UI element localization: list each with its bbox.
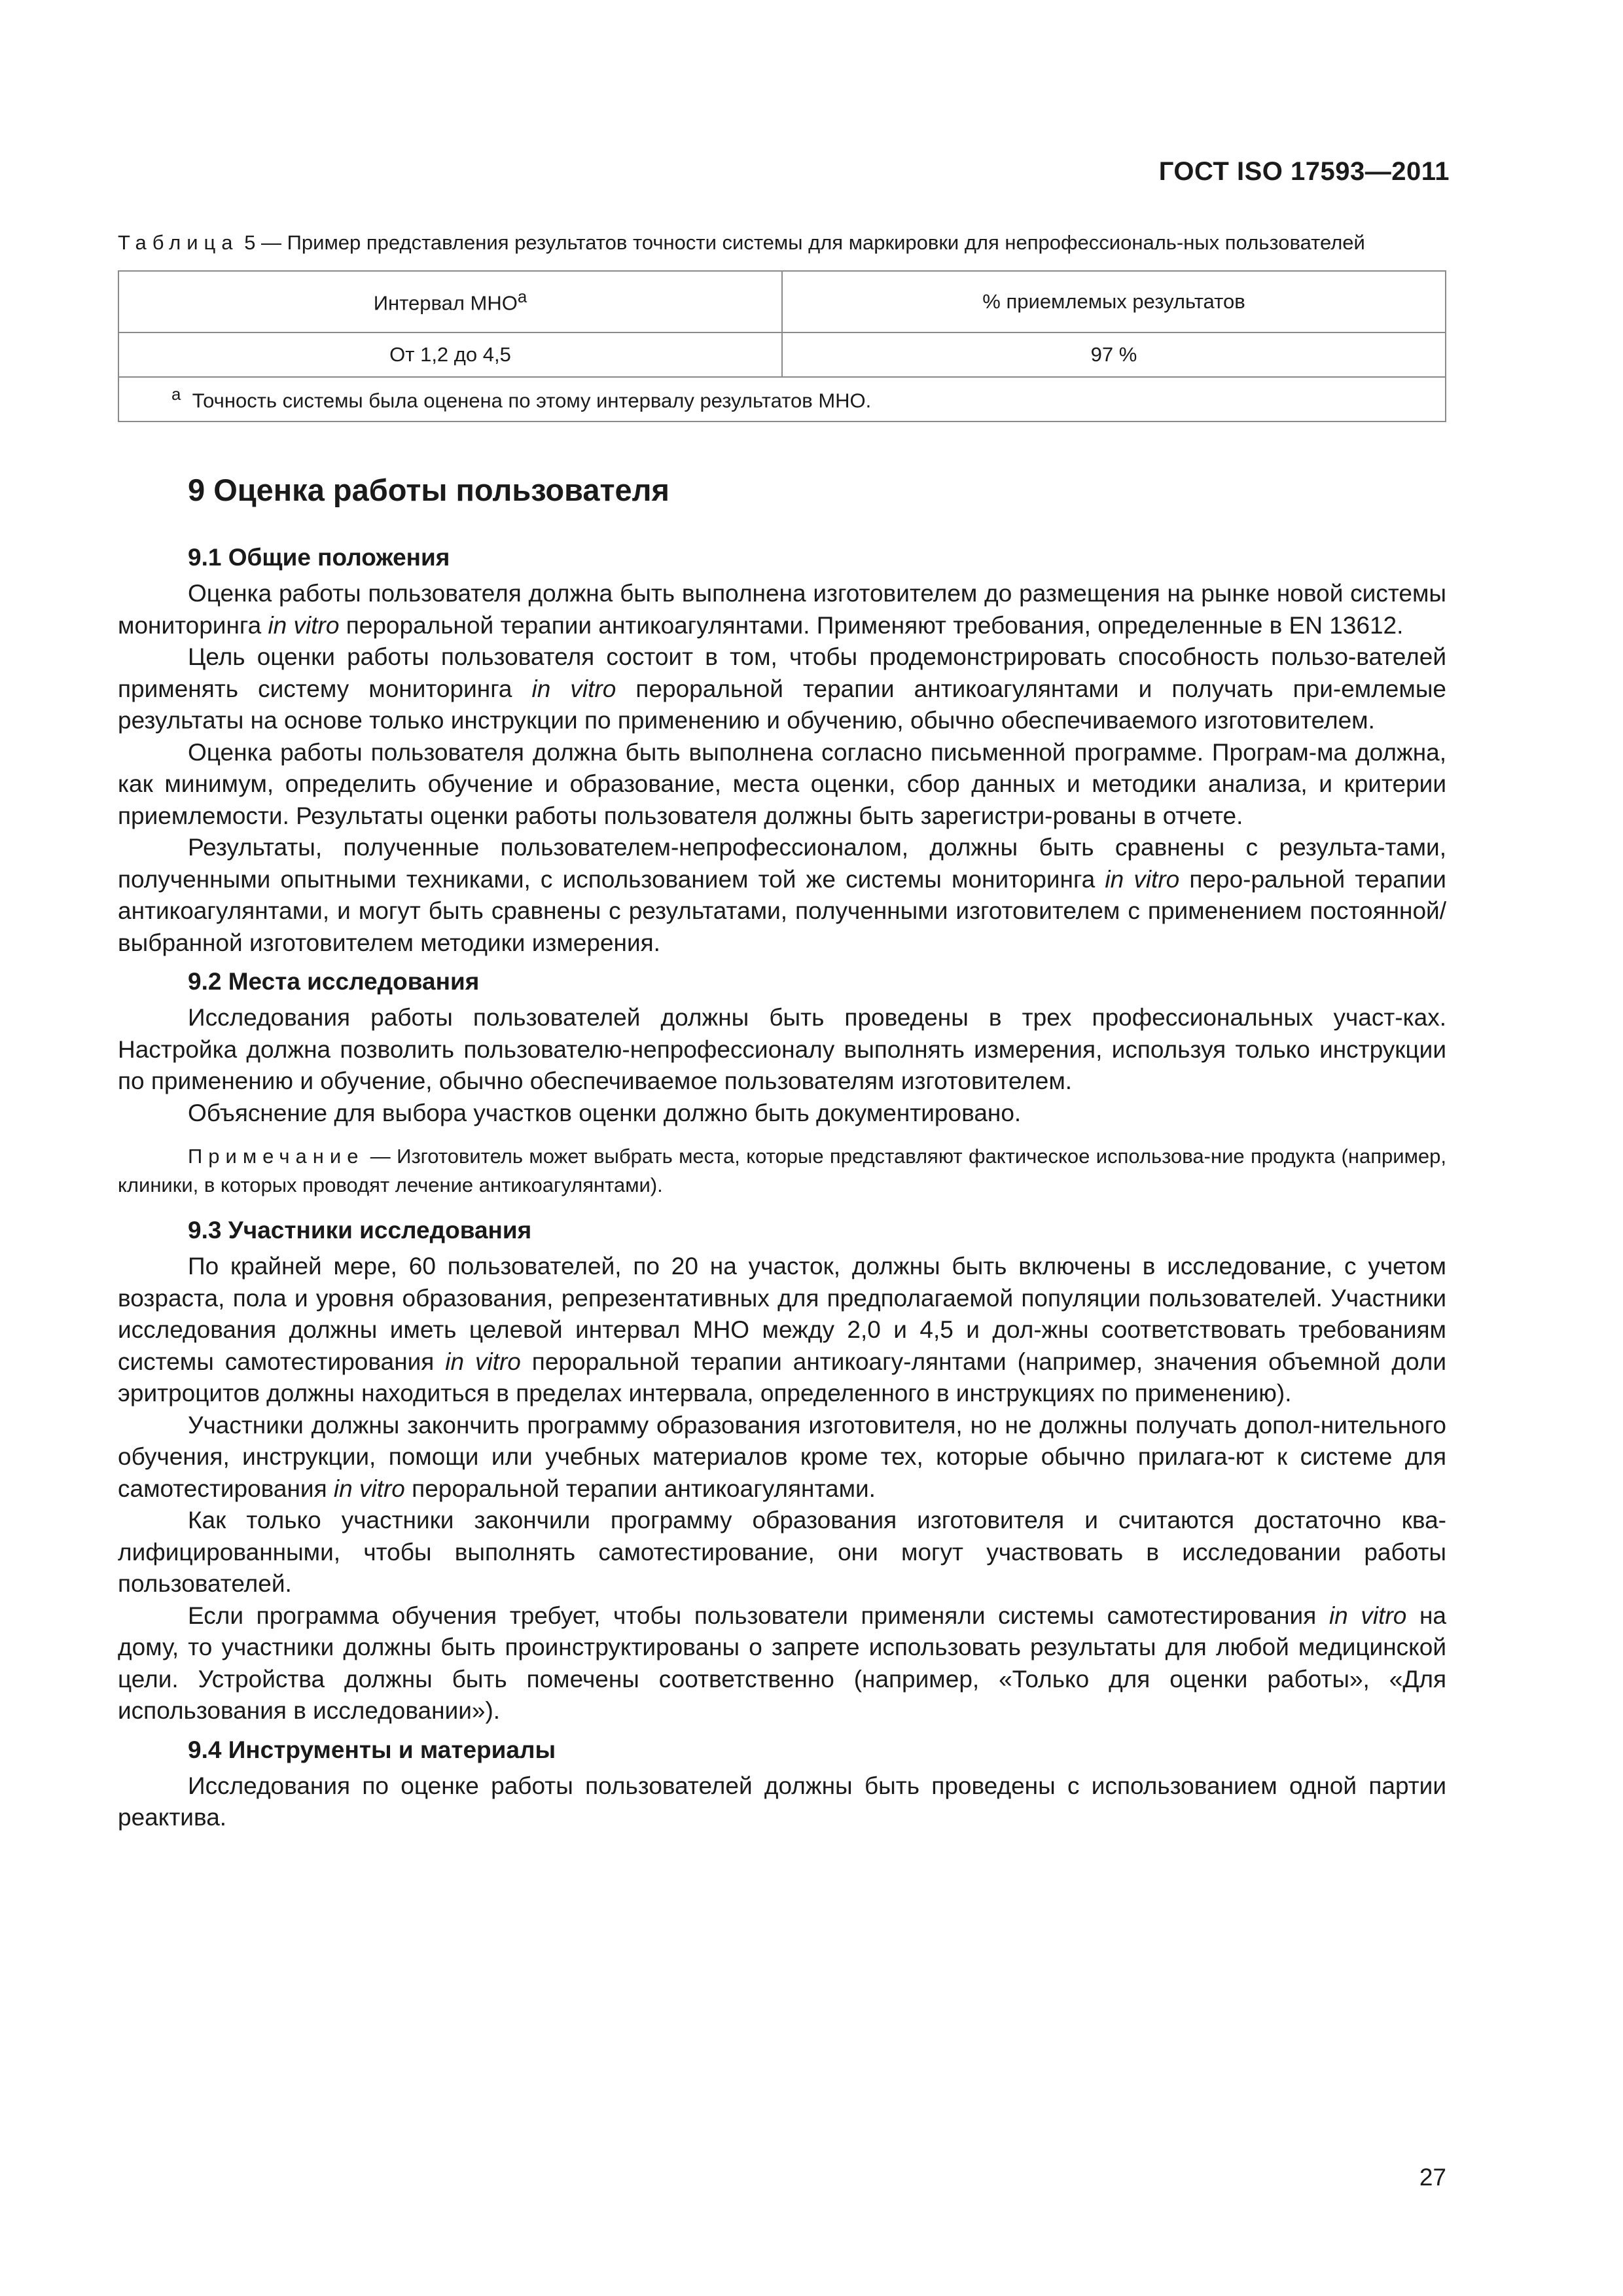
page-content bbox=[118, 228, 1446, 1834]
cell-interval-value: От 1,2 до 4,5 bbox=[118, 332, 782, 377]
cell-percent-value: 97 % bbox=[782, 332, 1446, 377]
paragraph-9-2-1: Исследования работы пользователей должны быть проведены в трех профессиональных участ-ках. Настройка должна позволить пользователю-непрофессионалу выполнять измерения, используя только инструкции по применению и обучение, обычно обеспечиваемое пользователям изготовителем. bbox=[118, 1004, 1446, 1094]
section-9-title: 9 Оценка работы пользователя bbox=[188, 473, 669, 507]
paragraph-9-3-4: Если программа обучения требует, чтобы пользователи применяли системы самотестирования in vitro на дому, то участники должны быть проинструктированы о запрете использовать результаты для любой медицинской цели. Устройства должны быть помечены соответственно (например, «Только для оценки работы», «Для использования в исследовании»). bbox=[118, 1602, 1446, 1724]
paragraph-9-1-3: Оценка работы пользователя должна быть выполнена согласно письменной программе. Програм-ма должна, как минимум, определить обучение и образование, места оценки, сбор данных и методики анализа, и критерии приемлемости. Результаты оценки работы пользователя должны быть зарегистри-рованы в отчете. bbox=[118, 738, 1446, 829]
paragraph-9-3-3: Как только участники закончили программу образования изготовителя и считаются достаточно ква-лифицированными, чтобы выполнять самотестирование, они могут участвовать в исследовании работы пользователей. bbox=[118, 1507, 1446, 1597]
paragraph-9-1-2: Цель оценки работы пользователя состоит в том, чтобы продемонстрировать способность пользо-вателей применять систему мониторинга in vitro пероральной терапии антикоагулянтами и получать при-емлемые результаты на основе только инструкции по применению и обучению, обычно обеспечиваемого изготовителем. bbox=[118, 643, 1446, 734]
section-9-4-title: 9.4 Инструменты и материалы bbox=[188, 1736, 556, 1763]
note-9-2 bbox=[118, 1142, 1446, 1200]
paragraph-9-3-1: По крайней мере, 60 пользователей, по 20 на участок, должны быть включены в исследование, с учетом возраста, пола и уровня образования, репрезентативных для предполагаемой популяции пользователей. Участники исследования должны иметь целевой интервал МНО между 2,0 и 4,5 и дол-жны соответствовать требованиям системы самотестирования in vitro пероральной терапии антикоагу-лянтами (например, значения объемной доли эритроцитов должны находиться в пределах интервала, определенного в инструкциях по применению). bbox=[118, 1253, 1446, 1407]
paragraph-9-3-2: Участники должны закончить программу образования изготовителя, но не должны получать допол-нительного обучения, инструкции, помощи или учебных материалов кроме тех, которые обычно прилага-ют к системе для самотестирования in vitro пероральной терапии антикоагулянтами. bbox=[118, 1411, 1446, 1502]
paragraph-9-4-1: Исследования по оценке работы пользователей должны быть проведены с использованием одной партии реактива. bbox=[118, 1772, 1446, 1831]
paragraph-9-1-1: Оценка работы пользователя должна быть выполнена изготовителем до размещения на рынке новой системы мониторинга in vitro пероральной терапии антикоагулянтами. Применяют требования, определенные в EN 13612. bbox=[118, 580, 1446, 639]
table-header-row bbox=[118, 271, 1446, 332]
table-row bbox=[118, 332, 1446, 377]
document-id-header: ГОСТ ISO 17593—2011 bbox=[1158, 157, 1450, 186]
note-text: — Изготовитель может выбрать места, которые представляют фактическое использова-ние продукта (например, клиники, в которых проводят лечение антикоагулянтами). bbox=[118, 1145, 1446, 1196]
section-9-2-title: 9.2 Места исследования bbox=[188, 968, 480, 995]
footnote-text: Точность системы была оценена по этому интервалу результатов МНО. bbox=[192, 389, 872, 412]
section-9-1-title: 9.1 Общие положения bbox=[188, 544, 450, 571]
footnote-ref-a: a bbox=[517, 288, 527, 307]
table-5 bbox=[118, 270, 1446, 422]
table-caption-label: Таблица bbox=[118, 231, 239, 254]
table-caption-text: 5 — Пример представления результатов точности системы для маркировки для непрофессиональ-ных пользователей bbox=[244, 231, 1365, 254]
table-footnote-row bbox=[118, 377, 1446, 422]
section-9-3-title: 9.3 Участники исследования bbox=[188, 1217, 532, 1244]
paragraph-9-1-4: Результаты, полученные пользователем-непрофессионалом, должны быть сравнены с результа-тами, полученными опытными техниками, с использованием той же системы мониторинга in vitro перо-ральной терапии антикоагулянтами, и могут быть сравнены с результатами, полученными изготовителем с применением постоянной/выбранной изготовителем методики измерения. bbox=[118, 834, 1446, 956]
header-cell-mno-interval bbox=[118, 271, 782, 332]
header-cell-mno-label: Интервал МНО bbox=[373, 291, 518, 315]
table-footnote-cell bbox=[118, 377, 1446, 422]
paragraph-9-2-2: Объяснение для выбора участков оценки должно быть документировано. bbox=[188, 1099, 1022, 1126]
header-cell-acceptable-percent: % приемлемых результатов bbox=[782, 271, 1446, 332]
page-number: 27 bbox=[1419, 2164, 1446, 2191]
table-caption bbox=[118, 228, 1446, 257]
note-label: Примечание bbox=[188, 1145, 365, 1168]
footnote-mark: a bbox=[171, 386, 181, 404]
